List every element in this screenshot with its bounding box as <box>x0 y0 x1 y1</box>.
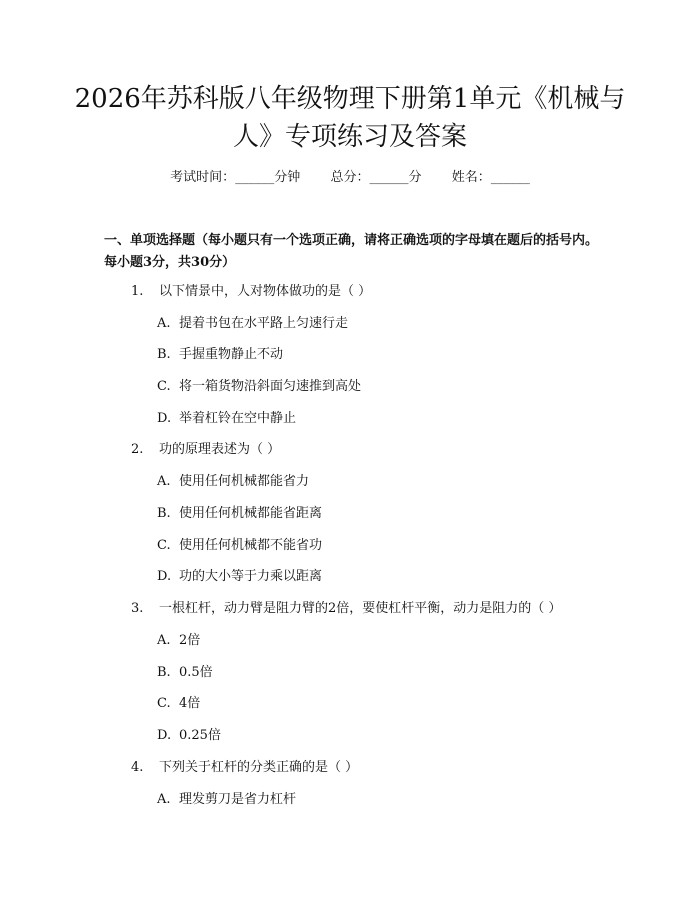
option-item <box>157 536 322 556</box>
option-letter: A. <box>157 633 171 648</box>
exam-name-blank: ______ <box>490 170 530 185</box>
exam-time-label: 考试时间： <box>170 170 236 185</box>
option-text: 将一箱货物沿斜面匀速推到高处 <box>179 379 362 394</box>
option-item <box>157 663 213 683</box>
question-number: 1. <box>131 284 144 299</box>
exam-name-label: 姓名： <box>451 170 491 185</box>
section-heading: 一、单项选择题（每小题只有一个选项正确，请将正确选项的字母填在题后的括号内。每小题3分，共30分） <box>104 233 599 270</box>
question-number: 4. <box>131 760 144 775</box>
exam-time-blank: ______ <box>235 170 275 185</box>
question <box>131 440 280 460</box>
option-letter: C. <box>157 696 171 711</box>
exam-score-blank: ______ <box>369 170 409 185</box>
option-letter: C. <box>157 538 171 553</box>
option-text: 0.5倍 <box>179 665 213 680</box>
option-letter: A. <box>157 792 171 807</box>
option-letter: D. <box>157 728 172 743</box>
option-letter: A. <box>157 316 171 331</box>
option-text: 使用任何机械都能省力 <box>179 474 310 489</box>
option-letter: C. <box>157 379 171 394</box>
option-text: 功的大小等于力乘以距离 <box>179 569 323 584</box>
question-text: 下列关于杠杆的分类正确的是（ ） <box>159 760 359 775</box>
question-number: 3. <box>131 601 144 616</box>
question-text: 以下情景中，人对物体做功的是（ ） <box>159 284 372 299</box>
option-item <box>157 314 348 334</box>
option-text: 使用任何机械都不能省功 <box>179 538 323 553</box>
question-number: 2. <box>131 442 144 457</box>
option-text: 使用任何机械都能省距离 <box>179 506 323 521</box>
option-item <box>157 790 296 810</box>
option-item <box>157 377 361 397</box>
exam-score-label: 总分： <box>330 170 370 185</box>
option-item <box>157 409 296 429</box>
option-text: 4倍 <box>179 696 201 711</box>
option-text: 提着书包在水平路上匀速行走 <box>179 316 349 331</box>
option-item <box>157 345 283 365</box>
option-text: 2倍 <box>179 633 201 648</box>
option-letter: B. <box>157 506 171 521</box>
option-text: 0.25倍 <box>179 728 221 743</box>
option-item <box>157 726 221 746</box>
option-letter: A. <box>157 474 171 489</box>
option-text: 举着杠铃在空中静止 <box>179 411 297 426</box>
option-text: 手握重物静止不动 <box>179 347 284 362</box>
option-item <box>157 567 322 587</box>
option-text: 理发剪刀是省力杠杆 <box>179 792 297 807</box>
exam-score-unit: 分 <box>408 170 422 185</box>
question-text: 一根杠杆，动力臂是阻力臂的2倍，要使杠杆平衡，动力是阻力的（ ） <box>159 601 562 616</box>
exam-info <box>0 168 700 188</box>
exam-time-unit: 分钟 <box>274 170 301 185</box>
question <box>131 758 358 778</box>
option-letter: D. <box>157 411 172 426</box>
option-letter: D. <box>157 569 172 584</box>
option-item <box>157 472 309 492</box>
option-item <box>157 631 200 651</box>
option-letter: B. <box>157 347 171 362</box>
option-item <box>157 694 200 714</box>
question <box>131 282 371 302</box>
question <box>131 599 561 619</box>
question-text: 功的原理表述为（ ） <box>159 442 281 457</box>
option-item <box>157 504 322 524</box>
option-letter: B. <box>157 665 171 680</box>
document-title: 2026年苏科版八年级物理下册第1单元《机械与人》专项练习及答案 <box>74 84 626 152</box>
